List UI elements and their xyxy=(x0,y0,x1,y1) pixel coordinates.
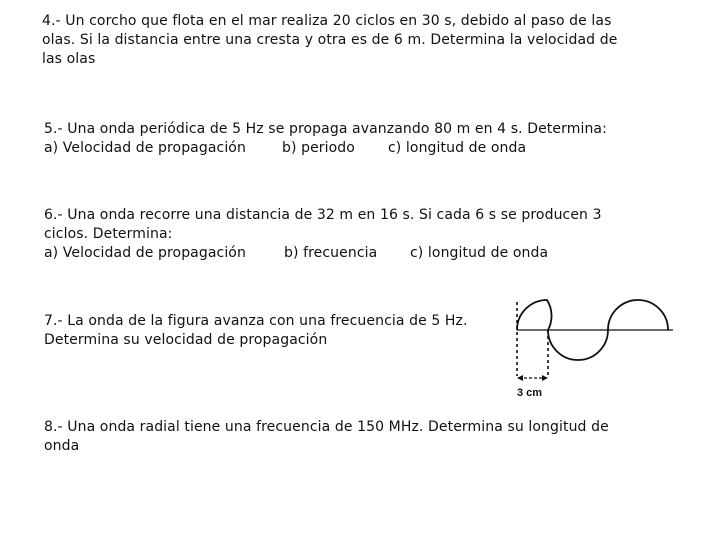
problem-6 xyxy=(44,206,602,263)
dimension-arrowhead-right xyxy=(542,375,548,381)
wave-figure-label: 3 cm xyxy=(517,387,543,399)
problem-8 xyxy=(44,418,664,456)
problem-5-option-c: c) longitud de onda xyxy=(388,140,527,156)
problem-4 xyxy=(42,12,682,69)
problem-6-line-1: 6.- Una onda recorre una distancia de 32 m en 16 s. Si cada 6 s se producen 3 xyxy=(44,207,602,223)
problem-5 xyxy=(44,120,607,158)
problem-4-line-3: las olas xyxy=(42,51,96,67)
problem-6-option-a: a) Velocidad de propagación xyxy=(44,245,246,261)
problem-7-line-2: Determina su velocidad de propagación xyxy=(44,332,328,348)
wave-figure xyxy=(505,296,675,402)
problem-6-options xyxy=(44,244,602,263)
problem-7-line-1: 7.- La onda de la figura avanza con una frecuencia de 5 Hz. xyxy=(44,313,468,329)
dimension-arrowhead-left xyxy=(517,375,523,381)
problem-5-option-b: b) periodo xyxy=(282,140,355,156)
problem-6-option-b: b) frecuencia xyxy=(284,245,378,261)
problem-6-line-2: ciclos. Determina: xyxy=(44,226,173,242)
problem-7 xyxy=(44,312,468,350)
problem-5-statement: 5.- Una onda periódica de 5 Hz se propaga avanzando 80 m en 4 s. Determina: xyxy=(44,121,607,137)
problem-6-option-c: c) longitud de onda xyxy=(410,245,549,261)
problem-5-options xyxy=(44,139,607,158)
problem-5-option-a: a) Velocidad de propagación xyxy=(44,140,246,156)
problem-4-line-1: 4.- Un corcho que flota en el mar realiza 20 ciclos en 30 s, debido al paso de las xyxy=(42,13,612,29)
problem-8-line-2: onda xyxy=(44,438,80,454)
problem-4-line-2: olas. Si la distancia entre una cresta y otra es de 6 m. Determina la velocidad de xyxy=(42,32,618,48)
problem-8-line-1: 8.- Una onda radial tiene una frecuencia de 150 MHz. Determina su longitud de xyxy=(44,419,609,435)
